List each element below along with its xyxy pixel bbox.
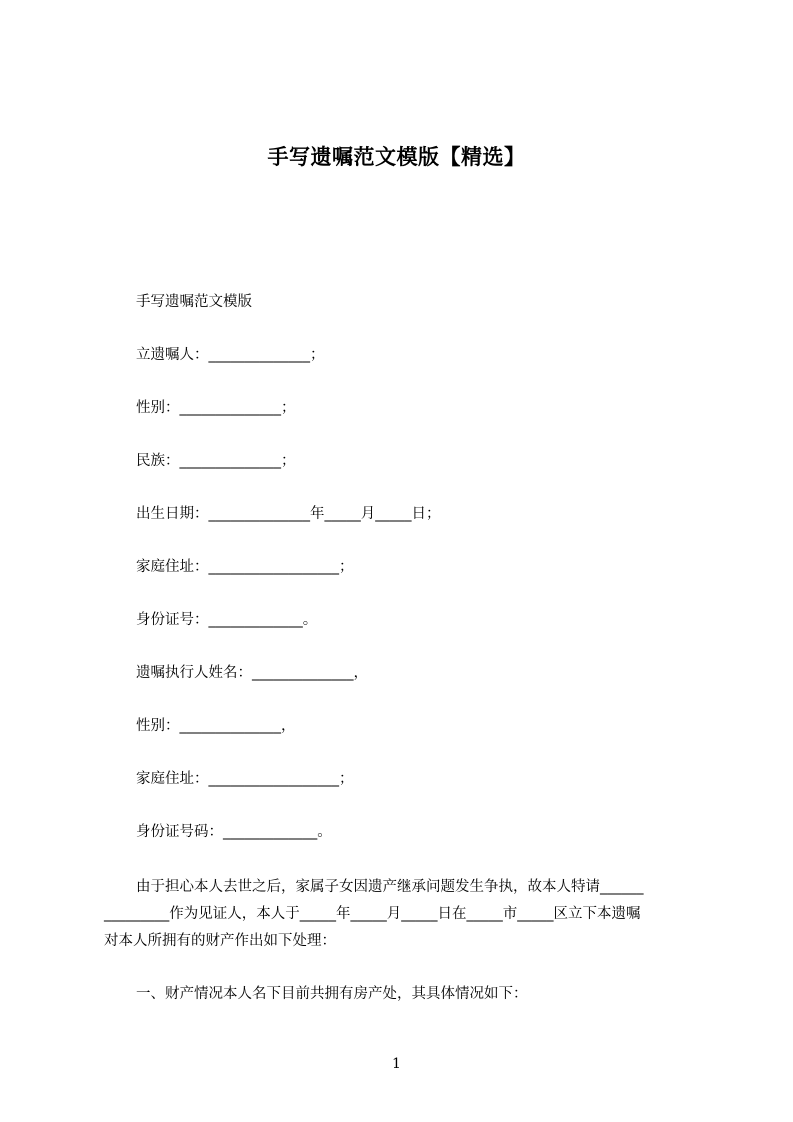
field-executor-address: 家庭住址：__________________； — [136, 771, 354, 787]
field-birth-date: 出生日期：______________年_____月_____日； — [136, 506, 441, 522]
field-home-address: 家庭住址：__________________； — [136, 559, 354, 575]
intro-paragraph — [104, 874, 704, 955]
section-property-heading: 一、财产情况本人名下目前共拥有房产处，其具体情况如下： — [136, 986, 528, 1002]
field-testator-name: 立遗嘱人：______________； — [136, 347, 325, 363]
intro-paragraph-line-2: _________作为见证人，本人于_____年_____月_____日在_____市_____区立下本遗嘱 — [104, 906, 641, 922]
page-number: 1 — [392, 1056, 401, 1072]
intro-paragraph-line-3: 对本人所拥有的财产作出如下处理： — [104, 933, 336, 949]
document-title: 手写遗嘱范文模版【精选】 — [267, 145, 526, 169]
field-testator-ethnicity: 民族：______________； — [136, 453, 296, 469]
document-subtitle: 手写遗嘱范文模版 — [136, 294, 252, 310]
field-id-number: 身份证号：_____________。 — [136, 612, 318, 628]
intro-paragraph-line-1: 由于担心本人去世之后，家属子女因遗产继承问题发生争执，故本人特请______ — [136, 879, 644, 895]
field-testator-gender: 性别：______________； — [136, 400, 296, 416]
field-executor-name: 遗嘱执行人姓名：______________， — [136, 665, 368, 681]
field-executor-gender: 性别：______________， — [136, 718, 296, 734]
field-executor-id-number: 身份证号码：_____________。 — [136, 824, 332, 840]
